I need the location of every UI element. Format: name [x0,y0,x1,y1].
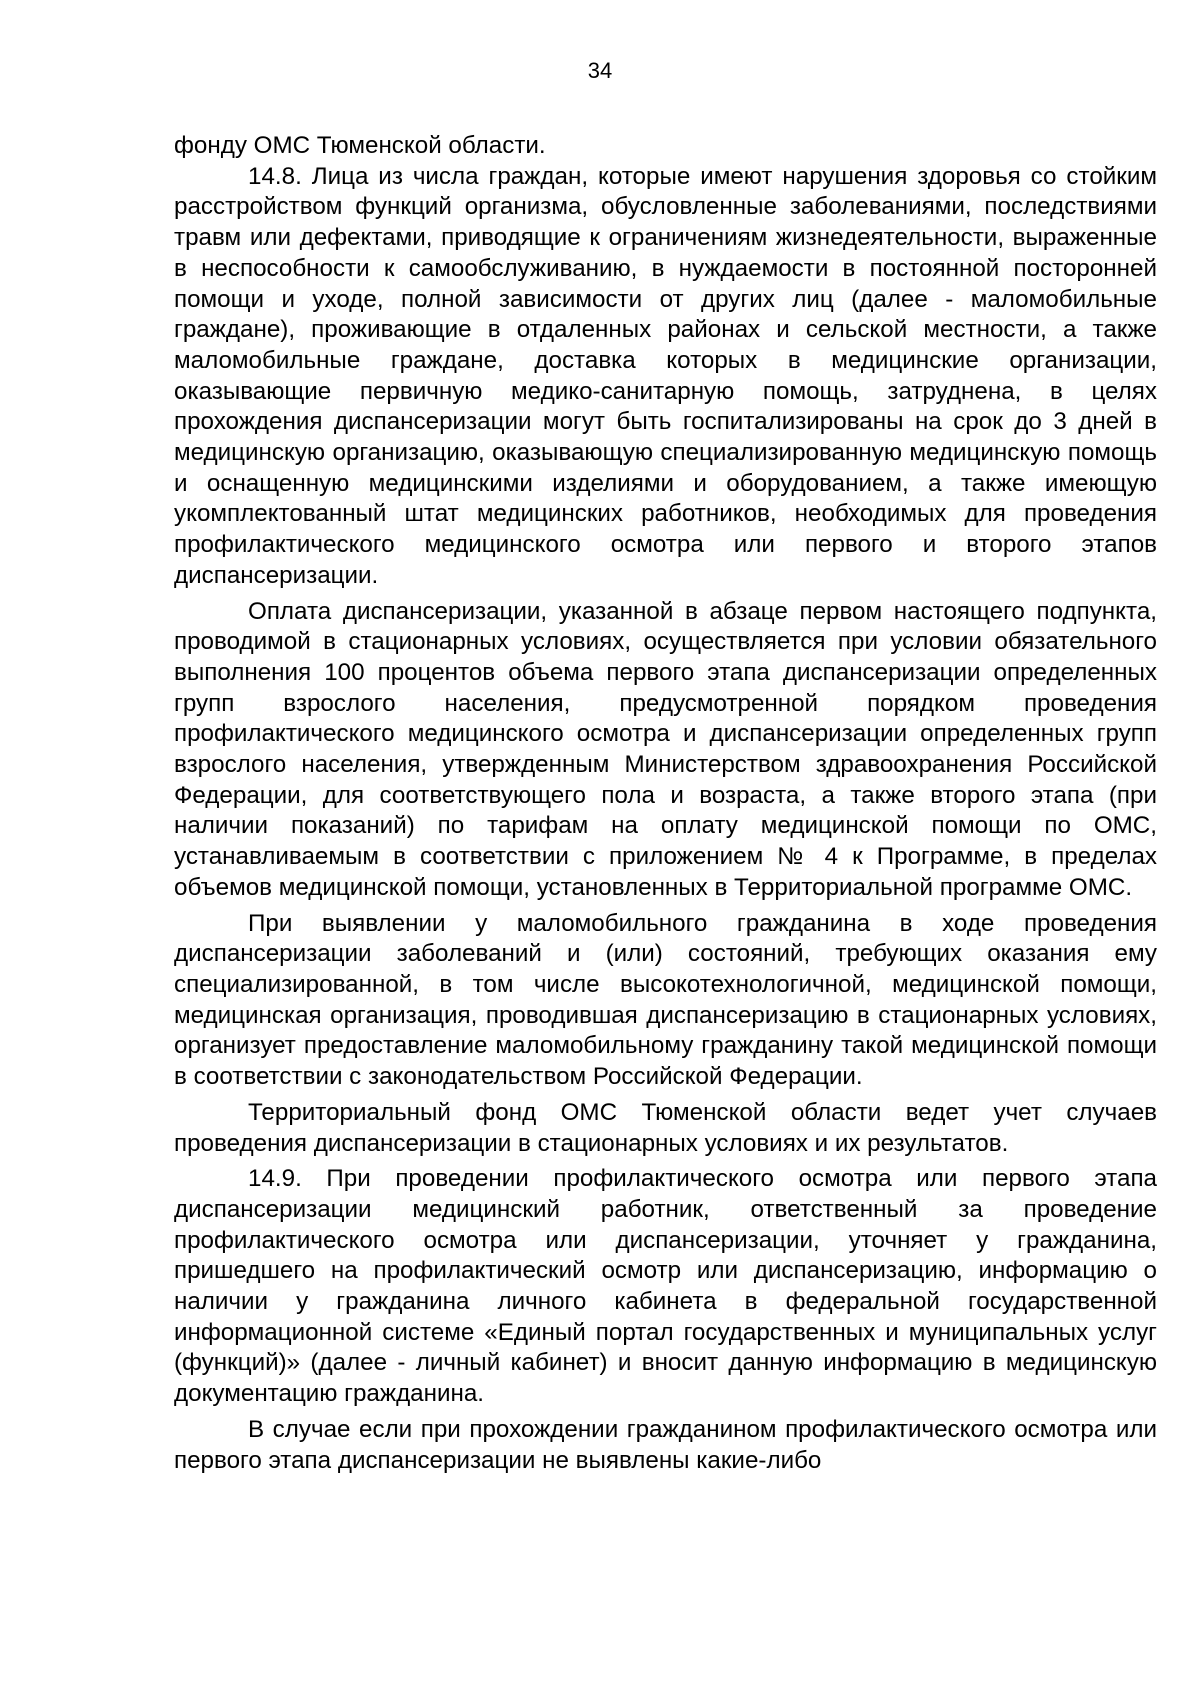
document-body [174,131,1157,1476]
paragraph-14-9: 14.9. При проведении профилактического осмотра или первого этапа диспансеризации медицинский работник, ответственный за проведение профилактического осмотра или диспансеризации, уточняет у гражданина, пришедшего на профилактический осмотр или диспансеризацию, информацию о наличии у гражданина личного кабинета в федеральной государственной информационной системе «Единый портал государственных и муниципальных услуг (функций)» (далее - личный кабинет) и вносит данную информацию в медицинскую документацию гражданина. [174,1165,1157,1408]
paragraph-accounting: Территориальный фонд ОМС Тюменской области ведет учет случаев проведения диспансеризации в стационарных условиях и их результатов. [174,1098,1157,1157]
paragraph-payment: Оплата диспансеризации, указанной в абзаце первом настоящего подпункта, проводимой в стационарных условиях, осуществляется при условии обязательного выполнения 100 процентов объема первого этапа диспансеризации определенных групп взрослого населения, предусмотренной порядком проведения профилактического медицинского осмотра и диспансеризации определенных групп взрослого населения, утвержденным Министерством здравоохранения Российской Федерации, для соответствующего пола и возраста, а также второго этапа (при наличии показаний) по тарифам на оплату медицинской помощи по ОМС, устанавливаемым в соответствии с приложением № 4 к Программе, в пределах объемов медицинской помощи, установленных в Территориальной программе ОМС. [174,597,1157,901]
paragraph-14-8: 14.8. Лица из числа граждан, которые имеют нарушения здоровья со стойким расстройством функций организма, обусловленные заболеваниями, последствиями травм или дефектами, приводящие к ограничениям жизнедеятельности, выраженные в неспособности к самообслуживанию, в нуждаемости в постоянной посторонней помощи и уходе, полной зависимости от других лиц (далее - маломобильные граждане), проживающие в отдаленных районах и сельской местности, а также маломобильные граждане, доставка которых в медицинские организации, оказывающие первичную медико-санитарную помощь, затруднена, в целях прохождения диспансеризации могут быть госпитализированы на срок до 3 дней в медицинскую организацию, оказывающую специализированную медицинскую помощь и оснащенную медицинскими изделиями и оборудованием, а также имеющую укомплектованный штат медицинских работников, необходимых для проведения профилактического медицинского осмотра или первого и второго этапов диспансеризации. [174,162,1157,589]
paragraph-continuation: фонду ОМС Тюменской области. [174,132,546,159]
page-number: 34 [587,58,613,83]
paragraph-case: В случае если при прохождении гражданином профилактического осмотра или первого этапа диспансеризации не выявлены какие-либо [174,1415,1157,1474]
paragraph-detection: При выявлении у маломобильного гражданина в ходе проведения диспансеризации заболеваний и (или) состояний, требующих оказания ему специализированной, в том числе высокотехнологичной, медицинской помощи, медицинская организация, проводившая диспансеризацию в стационарных условиях, организует предоставление маломобильному гражданину такой медицинской помощи в соответствии с законодательством Российской Федерации. [174,909,1157,1091]
